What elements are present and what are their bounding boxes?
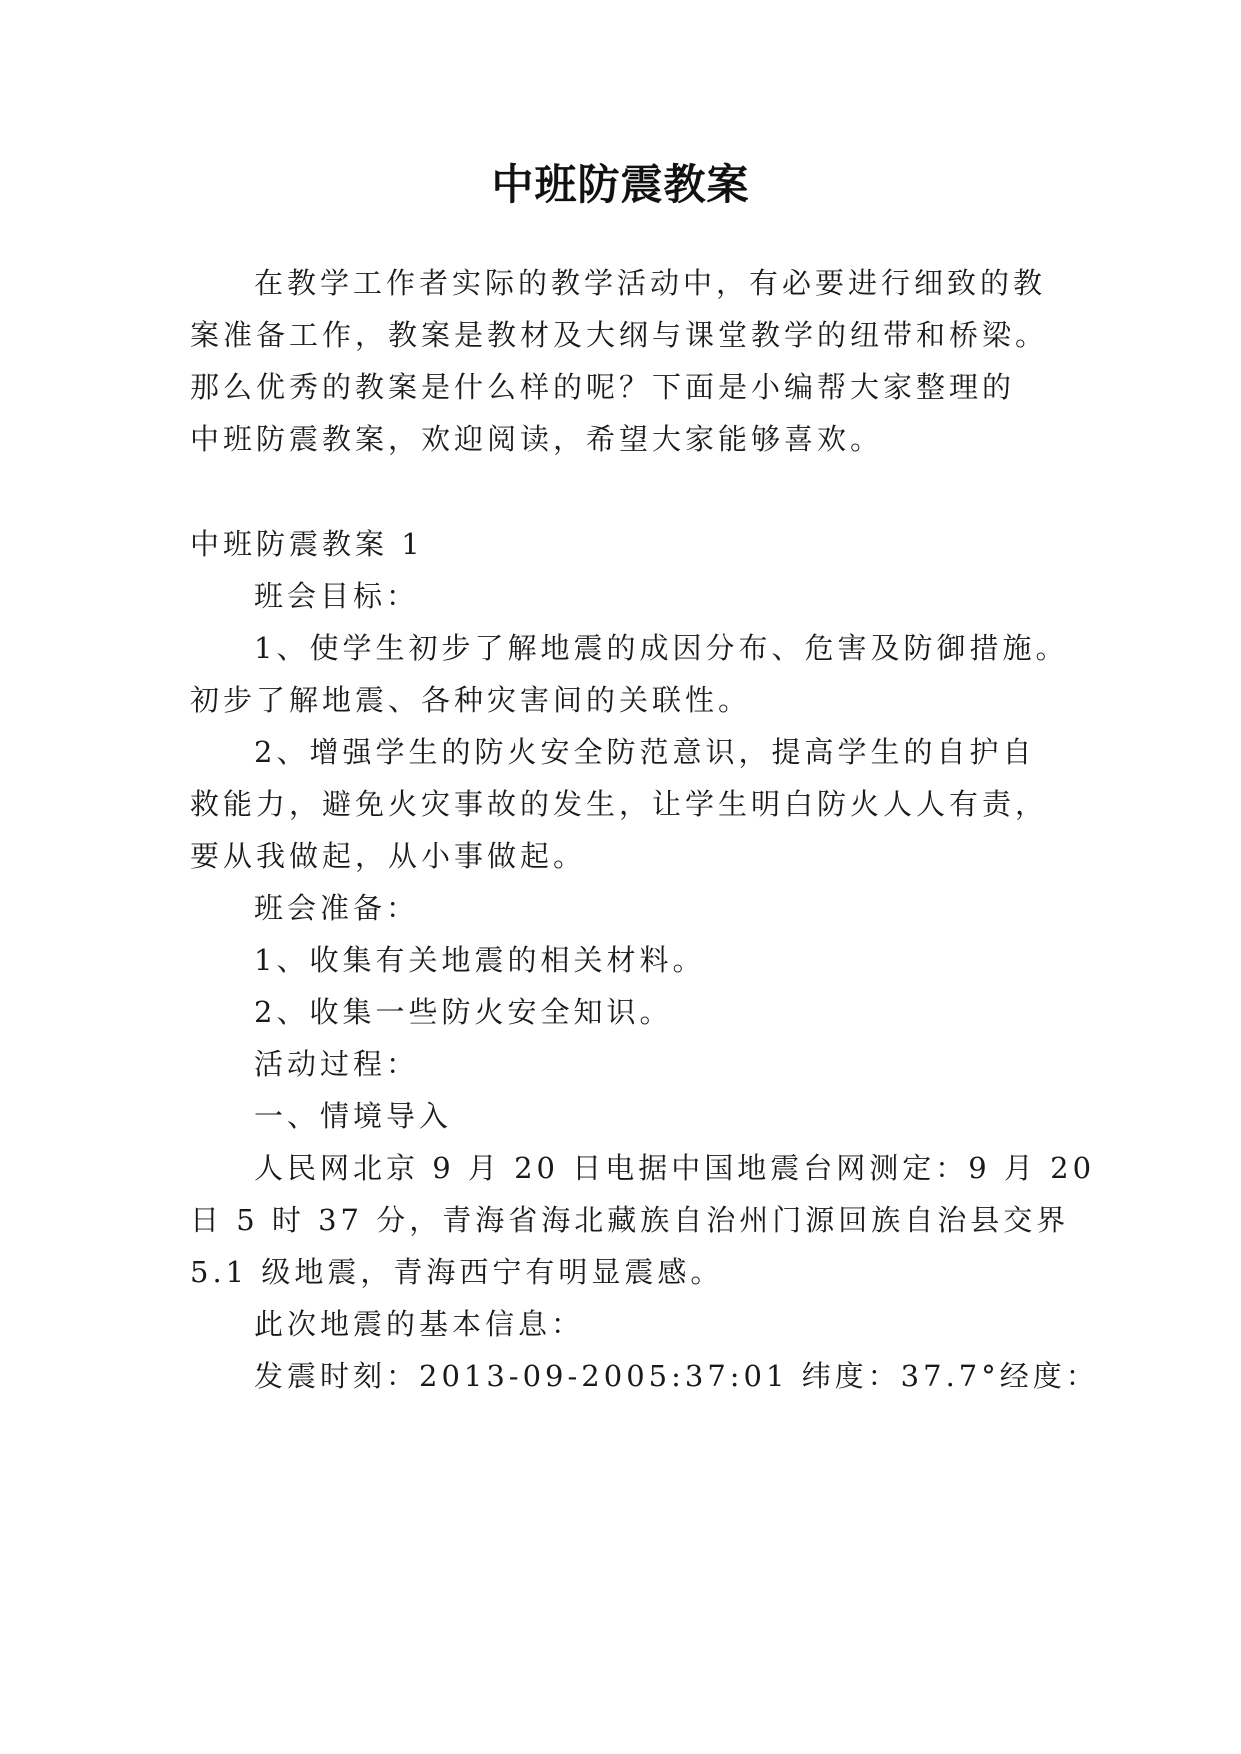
body-line-14: 5.1 级地震，青海西宁有明显震感。 [190,1255,724,1289]
body-line-15: 此次地震的基本信息： [254,1307,585,1341]
body-line-16: 发震时刻：2013-09-2005:37:01 纬度：37.7°经度： [254,1359,1099,1393]
intro-line-3: 那么优秀的教案是什么样的呢？下面是小编帮大家整理的 [190,370,1016,404]
body-line-13: 日 5 时 37 分，青海省海北藏族自治州门源回族自治县交界 [190,1203,1070,1237]
body-line-4: 2、增强学生的防火安全防范意识，提高学生的自护自 [254,735,1036,769]
body-line-7: 班会准备： [254,891,420,925]
body-line-5: 救能力，避免火灾事故的发生，让学生明白防火人人有责， [190,787,1049,821]
intro-line-2: 案准备工作，教案是教材及大纲与课堂教学的纽带和桥梁。 [190,318,1049,352]
body-line-10: 活动过程： [254,1047,420,1081]
document-title: 中班防震教案 [491,160,750,209]
body-line-2: 1、使学生初步了解地震的成因分布、危害及防御措施。 [254,631,1069,665]
body-line-11: 一、情境导入 [254,1099,453,1133]
body-line-12: 人民网北京 9 月 20 日电据中国地震台网测定：9 月 20 [254,1151,1096,1185]
intro-line-1: 在教学工作者实际的教学活动中，有必要进行细致的教 [254,266,1047,300]
body-line-3: 初步了解地震、各种灾害间的关联性。 [190,683,752,717]
body-line-6: 要从我做起，从小事做起。 [190,839,587,873]
intro-line-4: 中班防震教案，欢迎阅读，希望大家能够喜欢。 [190,422,884,456]
section-heading: 中班防震教案 1 [190,527,424,561]
body-line-8: 1、收集有关地震的相关材料。 [254,943,706,977]
body-line-1: 班会目标： [254,579,420,613]
body-line-9: 2、收集一些防火安全知识。 [254,995,673,1029]
